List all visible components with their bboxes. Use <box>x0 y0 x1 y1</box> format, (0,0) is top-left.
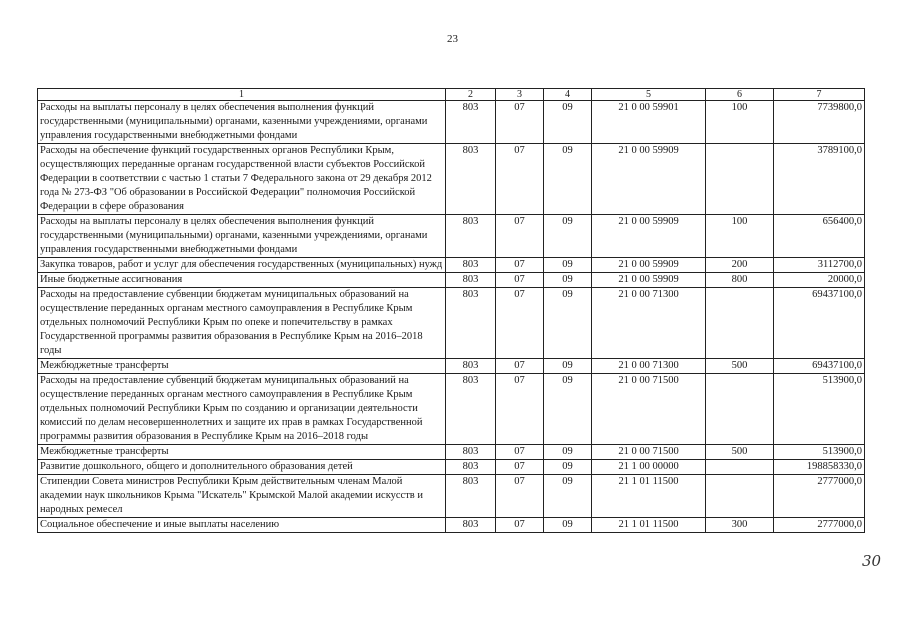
code-cell-c3: 07 <box>496 101 544 144</box>
code-cell-c3: 07 <box>496 374 544 445</box>
expense-name: Расходы на предоставление субвенции бюджетам муниципальных образований на осуществление переданных органам местного самоуправления в Республике Крым отдельных полномочий Республики Крым по опеке и попечительству в рамках Государственной программы развития образования в Республике Крым на 2016–2018 годы <box>38 288 446 359</box>
code-cell-c5: 21 1 01 11500 <box>592 475 706 518</box>
column-header: 7 <box>774 89 865 101</box>
code-cell-c2: 803 <box>446 101 496 144</box>
expense-name: Расходы на выплаты персоналу в целях обеспечения выполнения функций государственными (муниципальными) органами, казенными учреждениями, органами управления государственными внебюджетными фондами <box>38 215 446 258</box>
code-cell-c6: 300 <box>706 518 774 533</box>
code-cell-c6 <box>706 475 774 518</box>
code-cell-c5: 21 1 00 00000 <box>592 460 706 475</box>
code-cell-c3: 07 <box>496 273 544 288</box>
amount-cell: 69437100,0 <box>774 359 865 374</box>
table-row <box>38 215 865 258</box>
code-cell-c4: 09 <box>544 460 592 475</box>
table-row <box>38 101 865 144</box>
code-cell-c2: 803 <box>446 445 496 460</box>
amount-cell: 3112700,0 <box>774 258 865 273</box>
code-cell-c4: 09 <box>544 144 592 215</box>
code-cell-c2: 803 <box>446 258 496 273</box>
code-cell-c2: 803 <box>446 475 496 518</box>
code-cell-c2: 803 <box>446 144 496 215</box>
expense-name: Социальное обеспечение и иные выплаты населению <box>38 518 446 533</box>
table-row <box>38 518 865 533</box>
code-cell-c5: 21 0 00 59909 <box>592 215 706 258</box>
table-row <box>38 374 865 445</box>
code-cell-c3: 07 <box>496 460 544 475</box>
code-cell-c4: 09 <box>544 374 592 445</box>
code-cell-c6 <box>706 460 774 475</box>
code-cell-c2: 803 <box>446 374 496 445</box>
expense-name: Расходы на обеспечение функций государственных органов Республики Крым, осуществляющих переданные органам государственной власти субъектов Российской Федерации в соответствии с частью 1 статьи 7 Федерального закона от 29 декабря 2012 года № 273-ФЗ "Об образовании в Российской Федерации" полномочия Российской Федерации в сфере образования <box>38 144 446 215</box>
amount-cell: 7739800,0 <box>774 101 865 144</box>
code-cell-c2: 803 <box>446 359 496 374</box>
column-header: 3 <box>496 89 544 101</box>
table-row <box>38 475 865 518</box>
code-cell-c4: 09 <box>544 475 592 518</box>
amount-cell: 198858330,0 <box>774 460 865 475</box>
code-cell-c4: 09 <box>544 101 592 144</box>
code-cell-c3: 07 <box>496 288 544 359</box>
code-cell-c3: 07 <box>496 518 544 533</box>
code-cell-c6: 800 <box>706 273 774 288</box>
expense-name: Расходы на выплаты персоналу в целях обеспечения выполнения функций государственными (муниципальными) органами, казенными учреждениями, органами управления государственными внебюджетными фондами <box>38 101 446 144</box>
code-cell-c6: 100 <box>706 101 774 144</box>
code-cell-c6 <box>706 144 774 215</box>
code-cell-c2: 803 <box>446 273 496 288</box>
expense-name: Иные бюджетные ассигнования <box>38 273 446 288</box>
column-header: 2 <box>446 89 496 101</box>
amount-cell: 2777000,0 <box>774 518 865 533</box>
page-number: 23 <box>447 33 458 45</box>
budget-table <box>37 88 865 533</box>
column-header: 6 <box>706 89 774 101</box>
code-cell-c5: 21 0 00 71500 <box>592 374 706 445</box>
code-cell-c3: 07 <box>496 475 544 518</box>
code-cell-c5: 21 0 00 71300 <box>592 359 706 374</box>
code-cell-c6: 200 <box>706 258 774 273</box>
code-cell-c2: 803 <box>446 288 496 359</box>
table-row <box>38 144 865 215</box>
amount-cell: 69437100,0 <box>774 288 865 359</box>
table-row <box>38 258 865 273</box>
code-cell-c4: 09 <box>544 258 592 273</box>
column-header: 1 <box>38 89 446 101</box>
code-cell-c6: 500 <box>706 359 774 374</box>
table-row <box>38 460 865 475</box>
amount-cell: 656400,0 <box>774 215 865 258</box>
code-cell-c2: 803 <box>446 460 496 475</box>
code-cell-c4: 09 <box>544 288 592 359</box>
code-cell-c3: 07 <box>496 258 544 273</box>
expense-name: Закупка товаров, работ и услуг для обеспечения государственных (муниципальных) нужд <box>38 258 446 273</box>
amount-cell: 3789100,0 <box>774 144 865 215</box>
amount-cell: 20000,0 <box>774 273 865 288</box>
expense-name: Расходы на предоставление субвенций бюджетам муниципальных образований на осуществление переданных органам местного самоуправления в Республике Крым отдельных полномочий Республики Крым по созданию и организации деятельности комиссий по делам несовершеннолетних и защите их прав в рамках Государственной программы развития образования в Республике Крым на 2016–2018 годы <box>38 374 446 445</box>
code-cell-c4: 09 <box>544 445 592 460</box>
table-body <box>38 101 865 533</box>
amount-cell: 513900,0 <box>774 374 865 445</box>
code-cell-c4: 09 <box>544 359 592 374</box>
code-cell-c3: 07 <box>496 359 544 374</box>
table-header-row <box>38 89 865 101</box>
code-cell-c2: 803 <box>446 215 496 258</box>
code-cell-c4: 09 <box>544 215 592 258</box>
code-cell-c5: 21 0 00 59901 <box>592 101 706 144</box>
code-cell-c6 <box>706 374 774 445</box>
code-cell-c3: 07 <box>496 215 544 258</box>
code-cell-c2: 803 <box>446 518 496 533</box>
expense-name: Межбюджетные трансферты <box>38 359 446 374</box>
expense-name: Стипендии Совета министров Республики Крым действительным членам Малой академии наук школьников Крыма "Искатель" Крымской Малой академии искусств и народных ремесел <box>38 475 446 518</box>
handwritten-page-note: 30 <box>862 552 882 570</box>
expense-name: Межбюджетные трансферты <box>38 445 446 460</box>
code-cell-c5: 21 0 00 59909 <box>592 273 706 288</box>
code-cell-c5: 21 0 00 59909 <box>592 258 706 273</box>
amount-cell: 2777000,0 <box>774 475 865 518</box>
column-header: 5 <box>592 89 706 101</box>
code-cell-c5: 21 0 00 59909 <box>592 144 706 215</box>
code-cell-c6 <box>706 288 774 359</box>
table-row <box>38 288 865 359</box>
code-cell-c4: 09 <box>544 518 592 533</box>
expense-name: Развитие дошкольного, общего и дополнительного образования детей <box>38 460 446 475</box>
table-row <box>38 273 865 288</box>
code-cell-c6: 500 <box>706 445 774 460</box>
code-cell-c5: 21 0 00 71500 <box>592 445 706 460</box>
code-cell-c4: 09 <box>544 273 592 288</box>
column-header: 4 <box>544 89 592 101</box>
code-cell-c3: 07 <box>496 445 544 460</box>
table-row <box>38 445 865 460</box>
code-cell-c5: 21 0 00 71300 <box>592 288 706 359</box>
code-cell-c5: 21 1 01 11500 <box>592 518 706 533</box>
amount-cell: 513900,0 <box>774 445 865 460</box>
table-row <box>38 359 865 374</box>
code-cell-c6: 100 <box>706 215 774 258</box>
code-cell-c3: 07 <box>496 144 544 215</box>
